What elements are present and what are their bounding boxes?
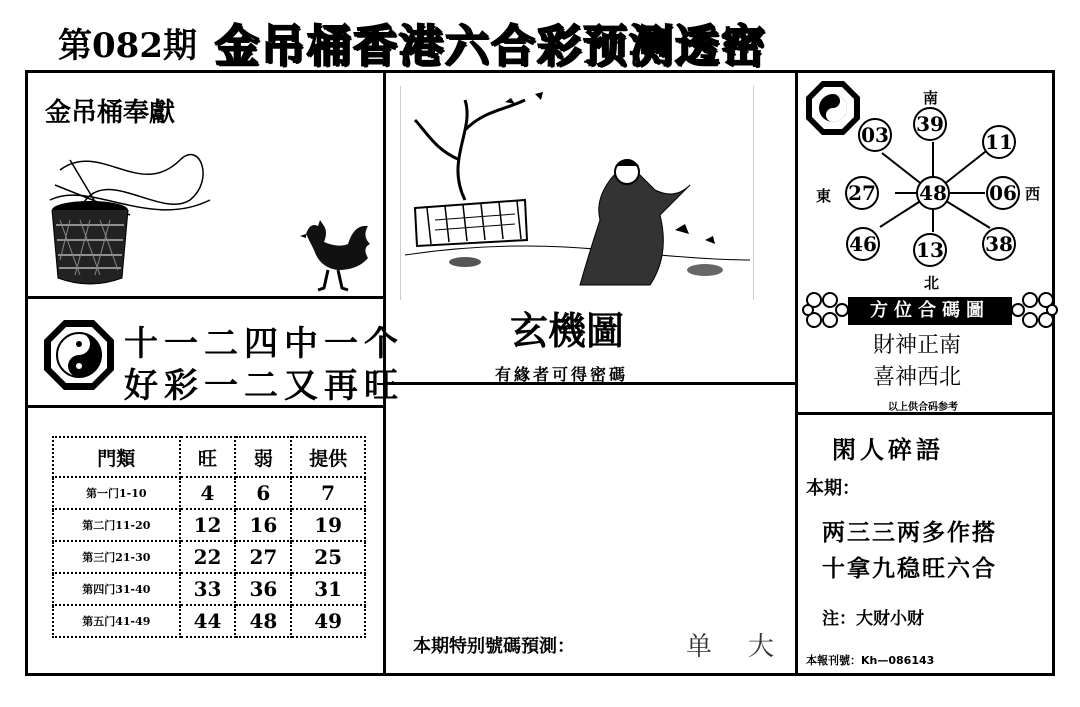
- publication-code: 本報刊號：Kh—086143: [806, 654, 935, 667]
- gossip-title: 閑人碎語: [832, 435, 944, 464]
- direction-north: 北: [924, 274, 940, 292]
- special-number-value-2: 大: [748, 632, 775, 662]
- table-cell: 22: [180, 541, 236, 573]
- compass-number: 38: [982, 227, 1016, 261]
- flower-ornament-right-icon: [1010, 290, 1058, 330]
- table-header-row: [53, 437, 365, 477]
- center-title: 玄機圖: [510, 308, 625, 353]
- table-cell: 16: [235, 509, 291, 541]
- table-header-cell: 門類: [53, 437, 180, 477]
- table-cell: 7: [291, 477, 365, 509]
- fangwei-bar: 方位合碼圖: [848, 297, 1012, 325]
- special-number-value-1: 单: [686, 632, 713, 662]
- table-cell: 48: [235, 605, 291, 637]
- bagua-icon: [42, 318, 116, 392]
- table-row-label: 第三门21-30: [53, 541, 180, 573]
- bucket-icon: [40, 140, 220, 290]
- table-cell: 44: [180, 605, 236, 637]
- compass-number: 06: [986, 176, 1020, 210]
- table-header-cell: 弱: [235, 437, 291, 477]
- door-table: [52, 436, 366, 638]
- gossip-line-2: 十拿九稳旺六合: [822, 556, 997, 582]
- table-row: [53, 541, 365, 573]
- table-row: [53, 509, 365, 541]
- compass-number: 03: [858, 118, 892, 152]
- fangwei-line-2: 喜神西北: [873, 365, 962, 390]
- page-title: 金吊桶香港六合彩预测透密: [215, 21, 767, 72]
- poem-line-2: 好彩一二又再旺: [124, 366, 404, 406]
- compass-number: 39: [913, 107, 947, 141]
- table-cell: 19: [291, 509, 365, 541]
- table-row-label: 第二门11-20: [53, 509, 180, 541]
- table-cell: 6: [235, 477, 291, 509]
- gossip-note: 注：大财小财: [822, 609, 924, 629]
- issue-number: 第082期: [58, 26, 197, 66]
- direction-east: 東: [816, 187, 832, 205]
- compass-number: 13: [913, 233, 947, 267]
- table-row: [53, 477, 365, 509]
- divider-right: [795, 72, 798, 674]
- special-number-label: 本期特别號碼預測：: [413, 636, 575, 657]
- fangwei-note: 以上供合码参考: [888, 402, 958, 413]
- compass-center-number: 48: [916, 176, 950, 210]
- table-row-label: 第一门1-10: [53, 477, 180, 509]
- gossip-line-1: 两三三两多作搭: [822, 520, 997, 546]
- compass-number: 27: [845, 176, 879, 210]
- gossip-label: 本期：: [806, 478, 860, 499]
- flower-ornament-left-icon: [802, 290, 850, 330]
- table-cell: 33: [180, 573, 236, 605]
- table-cell: 27: [235, 541, 291, 573]
- table-cell: 31: [291, 573, 365, 605]
- taiji-icon: [57, 333, 101, 377]
- rooster-icon: [298, 214, 376, 294]
- table-cell: 49: [291, 605, 365, 637]
- direction-west: 西: [1025, 185, 1041, 203]
- table-cell: 12: [180, 509, 236, 541]
- table-row: [53, 605, 365, 637]
- table-cell: 25: [291, 541, 365, 573]
- table-cell: 36: [235, 573, 291, 605]
- left-top-title: 金吊桶奉獻: [45, 98, 176, 128]
- table-row-label: 第四门31-40: [53, 573, 180, 605]
- table-row-label: 第五门41-49: [53, 605, 180, 637]
- compass-number: 46: [846, 227, 880, 261]
- table-header-cell: 旺: [180, 437, 236, 477]
- table-row: [53, 573, 365, 605]
- scholar-scroll-icon: [405, 90, 750, 295]
- divider-left-1: [27, 296, 384, 299]
- poem-line-1: 十一二四中一个: [124, 324, 404, 364]
- center-subtitle: 有緣者可得密碼: [495, 365, 629, 384]
- table-header-cell: 提供: [291, 437, 365, 477]
- direction-south: 南: [923, 89, 939, 107]
- compass-number: 11: [982, 125, 1016, 159]
- fangwei-line-1: 財神正南: [873, 333, 962, 358]
- table-cell: 4: [180, 477, 236, 509]
